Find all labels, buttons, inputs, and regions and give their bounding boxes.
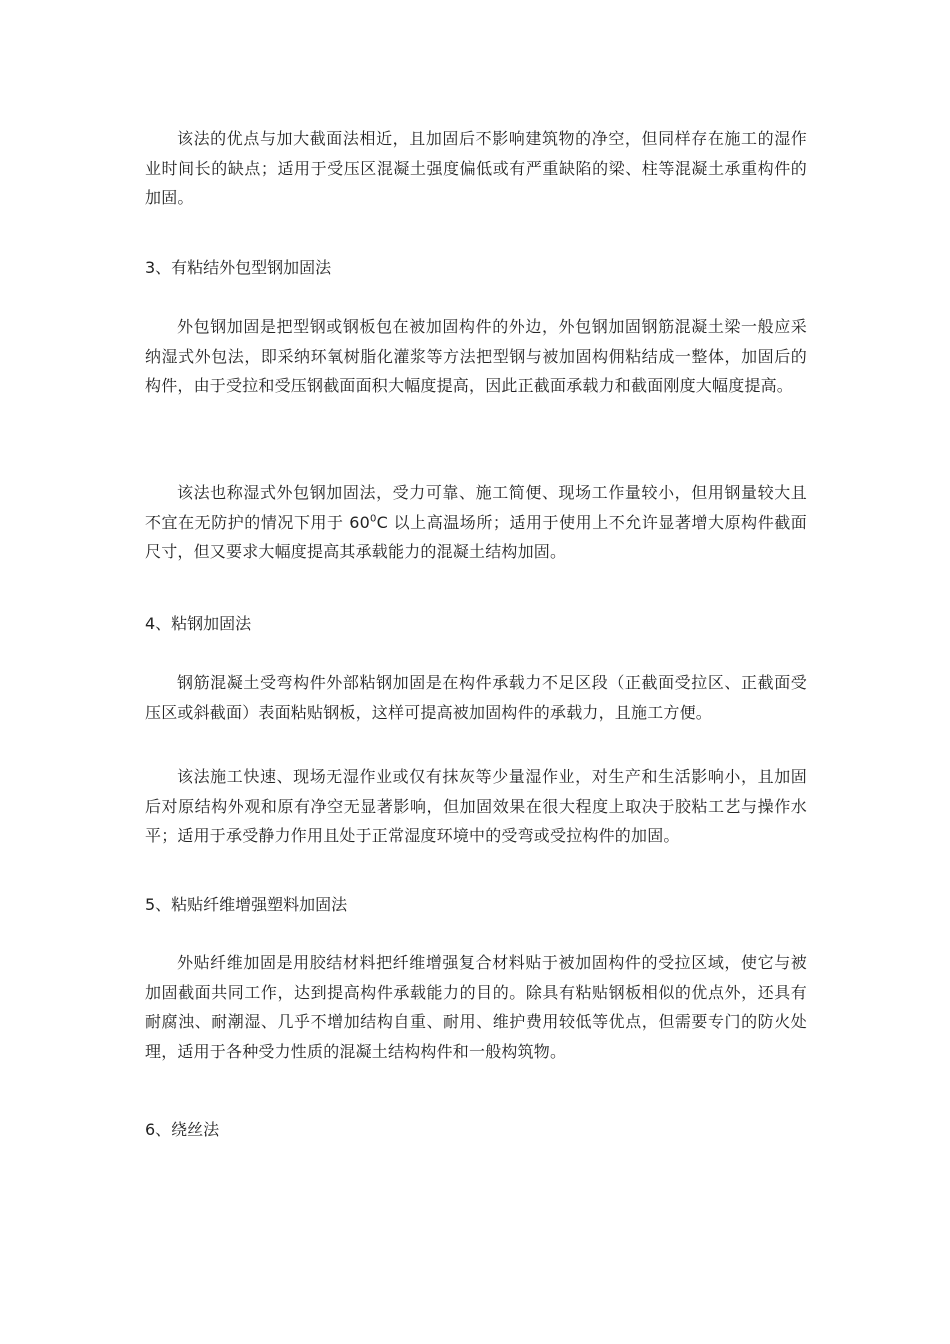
section-heading-3: 3、有粘结外包型钢加固法 (145, 258, 332, 277)
paragraph-p3 (145, 478, 807, 567)
paragraph-p2: 外包钢加固是把型钢或钢板包在被加固构件的外边，外包钢加固钢筋混凝土梁一般应采纳湿式外包法，即采纳环氧树脂化灌浆等方法把型钢与被加固构佣粘结成一整体，加固后的构件，由于受拉和受压钢截面面积大幅度提高，因此正截面承载力和截面刚度大幅度提高。 (145, 317, 807, 395)
paragraph-p5: 该法施工快速、现场无湿作业或仅有抹灰等少量湿作业，对生产和生活影响小，且加固后对原结构外观和原有净空无显著影响，但加固效果在很大程度上取决于胶粘工艺与操作水平；适用于承受静力作用且处于正常湿度环境中的受弯或受拉构件的加固。 (145, 767, 807, 845)
temperature-value: 60 (349, 512, 371, 532)
temperature-degree: 0 (370, 513, 377, 525)
paragraph-p4: 钢筋混凝土受弯构件外部粘钢加固是在构件承载力不足区段（正截面受拉区、正截面受压区或斜截面）表面粘贴钢板，这样可提高被加固构件的承载力，且施工方便。 (145, 673, 807, 722)
paragraph-p3-after: 以上高温场所；适用于使用上不允许显著增大原构件截面尺寸，但又要求大幅度提高其承载能力的混凝土结构加固。 (145, 512, 807, 561)
paragraph-p1: 该法的优点与加大截面法相近，且加固后不影响建筑物的净空，但同样存在施工的湿作业时间长的缺点；适用于受压区混凝土强度偏低或有严重缺陷的梁、柱等混凝土承重构件的加固。 (145, 129, 807, 207)
section-heading-4: 4、粘钢加固法 (145, 614, 252, 633)
section-heading-6: 6、绕丝法 (145, 1120, 220, 1139)
paragraph-p3-before: 该法也称湿式外包钢加固法，受力可靠、施工简便、现场工作量较小，但用钢量较大且不宜在无防护的情况下用于 (145, 483, 807, 532)
paragraph-p6: 外贴纤维加固是用胶结材料把纤维增强复合材料贴于被加固构件的受拉区域，使它与被加固截面共同工作，达到提高构件承载能力的目的。除具有粘贴钢板相似的优点外，还具有耐腐浊、耐潮湿、几乎不增加结构自重、耐用、维护费用较低等优点，但需要专门的防火处理，适用于各种受力性质的混凝土结构构件和一般构筑物。 (145, 953, 807, 1061)
temperature-unit: C (376, 512, 388, 532)
section-heading-5: 5、粘贴纤维增强塑料加固法 (145, 895, 348, 914)
